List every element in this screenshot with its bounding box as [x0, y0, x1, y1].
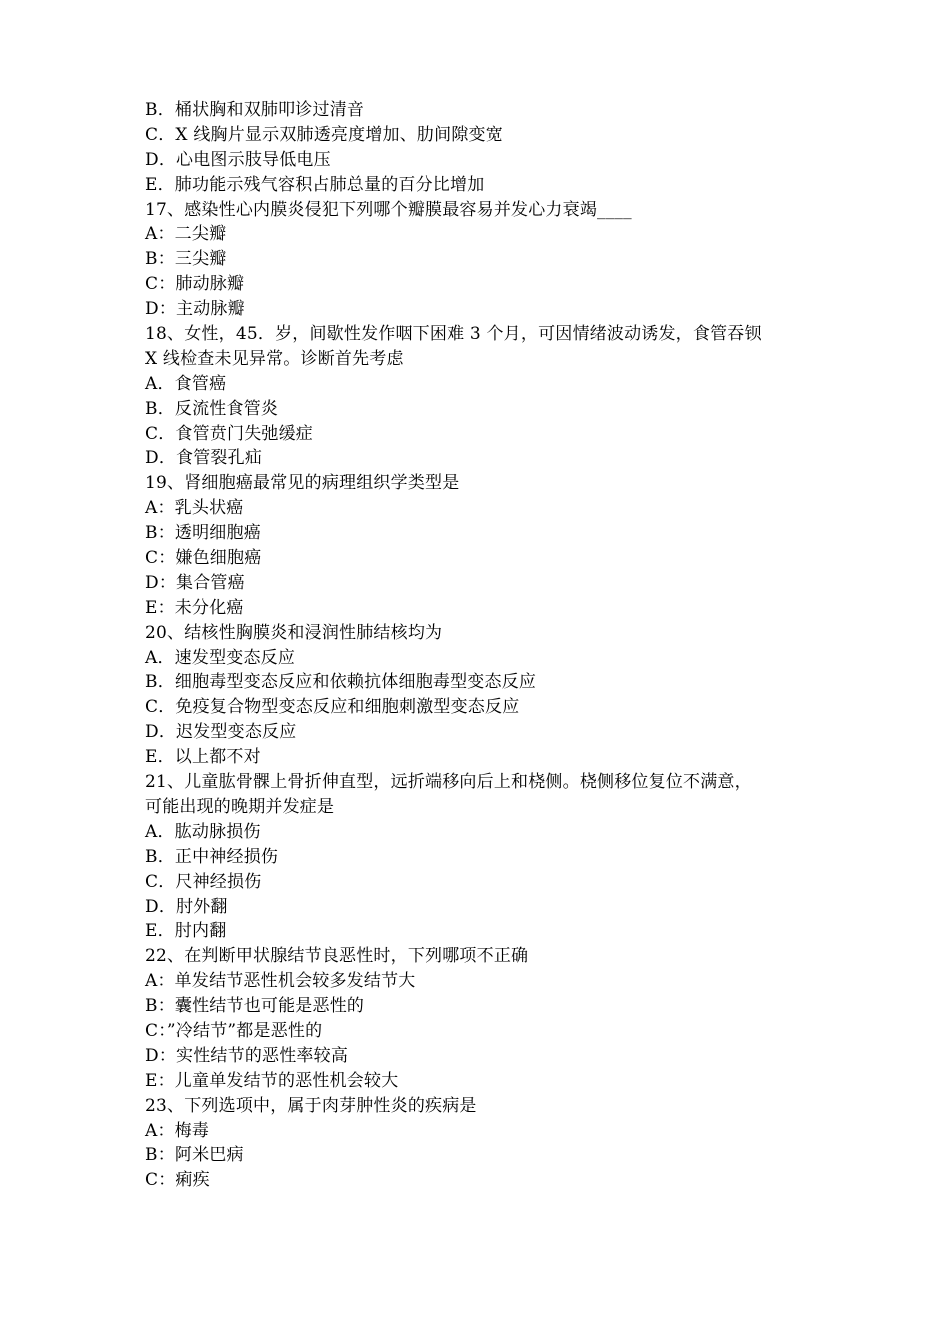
- question-line: 18、女性，45．岁，间歇性发作咽下困难 3 个月，可因情绪波动诱发，食管吞钡: [145, 324, 762, 345]
- question-line: 20、结核性胸膜炎和浸润性肺结核均为: [145, 622, 443, 643]
- document-text: [145, 98, 825, 1193]
- option-line: B：三尖瓣: [145, 249, 227, 270]
- option-line: A：乳头状癌: [145, 498, 244, 519]
- option-line: C：肺动脉瓣: [145, 274, 245, 295]
- option-line: A．速发型变态反应: [145, 647, 296, 668]
- question-line: 19、肾细胞癌最常见的病理组织学类型是: [145, 473, 460, 494]
- option-line: D．肘外翻: [145, 896, 228, 917]
- option-line: C．尺神经损伤: [145, 871, 262, 892]
- option-line: B．细胞毒型变态反应和依赖抗体细胞毒型变态反应: [145, 672, 537, 693]
- option-line: D．迟发型变态反应: [145, 722, 297, 743]
- option-line: A：单发结节恶性机会较多发结节大: [145, 971, 416, 992]
- question-line: 17、感染性心内膜炎侵犯下列哪个瓣膜最容易并发心力衰竭____: [145, 199, 632, 220]
- option-line: D．食管裂孔疝: [145, 448, 263, 469]
- question-line: 22、在判断甲状腺结节良恶性时，下列哪项不正确: [145, 946, 529, 967]
- option-line: E．肘内翻: [145, 921, 227, 942]
- question-line: X 线检查未见异常。诊断首先考虑: [145, 348, 404, 369]
- text-line: B．桶状胸和双肺叩诊过清音: [145, 100, 365, 120]
- option-line: A：二尖瓣: [145, 224, 227, 245]
- option-line: D：主动脉瓣: [145, 299, 245, 320]
- option-line: A．肱动脉损伤: [145, 821, 261, 842]
- option-line: B：囊性结节也可能是恶性的: [145, 996, 365, 1017]
- question-line: 21、儿童肱骨髁上骨折伸直型，远折端移向后上和桡侧。桡侧移位复位不满意，: [145, 772, 752, 793]
- option-line: B．正中神经损伤: [145, 846, 279, 867]
- option-line: C．食管贲门失弛缓症: [145, 423, 314, 444]
- option-line: E．以上都不对: [145, 747, 261, 768]
- option-line: E：儿童单发结节的恶性机会较大: [145, 1070, 399, 1091]
- option-line: B：透明细胞癌: [145, 523, 261, 544]
- text-line: E．肺功能示残气容积占肺总量的百分比增加: [145, 174, 485, 195]
- option-line: D：集合管癌: [145, 572, 245, 593]
- option-line: C．免疫复合物型变态反应和细胞刺激型变态反应: [145, 697, 520, 718]
- question-line: 可能出现的晚期并发症是: [145, 796, 335, 817]
- option-line: E：未分化癌: [145, 597, 244, 618]
- option-line: B：阿米巴病: [145, 1145, 244, 1166]
- question-line: 23、下列选项中，属于肉芽肿性炎的疾病是: [145, 1095, 477, 1116]
- text-line: D．心电图示肢导低电压: [145, 149, 331, 170]
- text-line: C．X 线胸片显示双肺透亮度增加、肋间隙变宽: [145, 124, 503, 145]
- option-line: C：”冷结节”都是恶性的: [145, 1020, 323, 1041]
- option-line: A．食管癌: [145, 373, 227, 394]
- option-line: A：梅毒: [145, 1120, 210, 1141]
- option-line: D：实性结节的恶性率较高: [145, 1045, 349, 1066]
- option-line: C：痢疾: [145, 1170, 210, 1191]
- option-line: C：嫌色细胞癌: [145, 548, 262, 569]
- option-line: B．反流性食管炎: [145, 398, 279, 419]
